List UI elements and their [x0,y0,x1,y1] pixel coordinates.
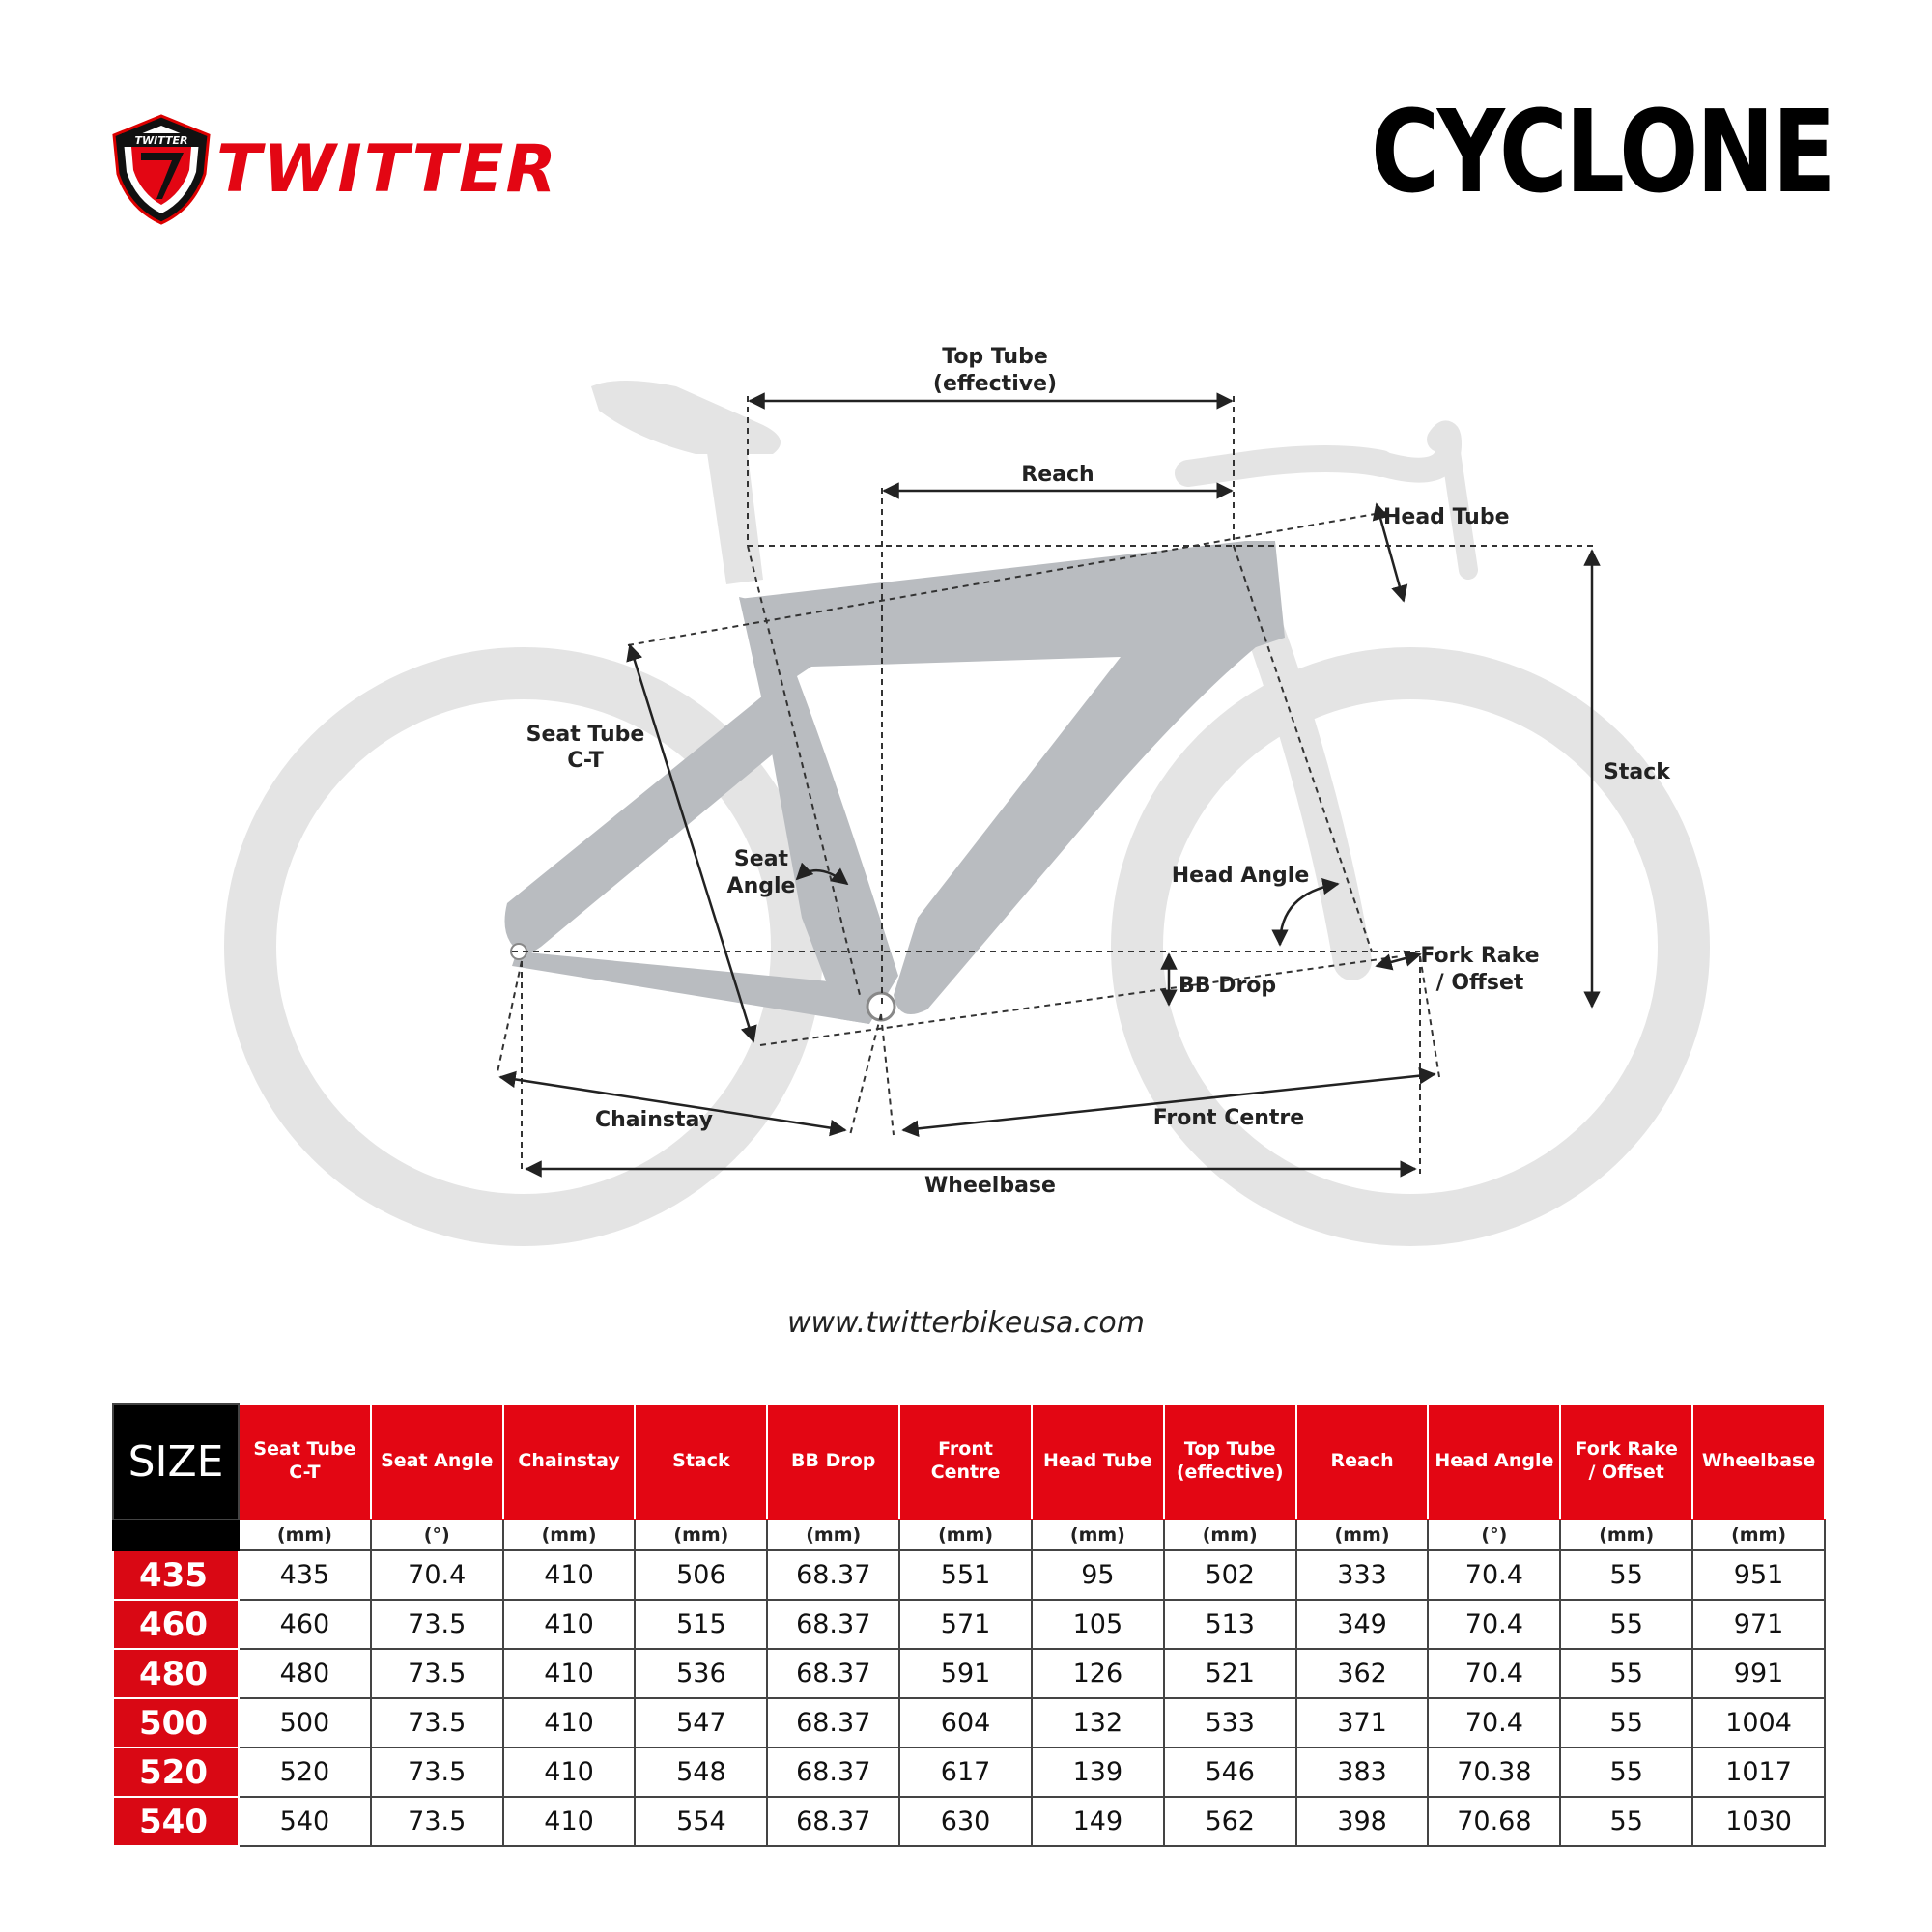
col-header-sub: / Offset [1588,1462,1664,1483]
col-header-line: Seat Angle [381,1450,494,1472]
table-cell: 460 [239,1600,371,1649]
saddle-ghost [591,381,781,584]
table-cell: 70.68 [1428,1797,1560,1846]
table-cell: 68.37 [767,1649,899,1698]
table-cell: 617 [899,1747,1032,1797]
table-cell: 991 [1692,1649,1825,1698]
label-head-tube: Head Tube [1383,505,1510,529]
table-cell: 70.4 [1428,1698,1560,1747]
col-header-line: Fork Rake [1575,1438,1678,1461]
model-title: CYCLONE [1371,85,1833,218]
table-cell: 480 [239,1649,371,1698]
table-cell: 571 [899,1600,1032,1649]
col-header-line: Chainstay [518,1450,620,1472]
table-cell: 547 [635,1698,767,1747]
table-cell: 383 [1296,1747,1429,1797]
col-header-line: Front Centre [930,1438,1001,1483]
table-row [113,1600,1825,1649]
col-header-top-tube [1164,1404,1296,1520]
col-header-reach [1296,1404,1429,1520]
table-cell: 126 [1032,1649,1164,1698]
table-cell: 515 [635,1600,767,1649]
label-fork-rake-sub: / Offset [1435,971,1524,995]
table-cell: 506 [635,1550,767,1600]
fork-rake-arrow [1377,954,1420,966]
table-cell: 548 [635,1747,767,1797]
unit-cell: (mm) [899,1520,1032,1550]
table-cell: 68.37 [767,1797,899,1846]
table-cell: 70.4 [1428,1649,1560,1698]
label-wheelbase: Wheelbase [924,1174,1056,1198]
table-cell: 591 [899,1649,1032,1698]
col-header-line: BB Drop [791,1450,876,1472]
table-cell: 70.4 [371,1550,503,1600]
size-cell: 435 [113,1550,239,1600]
table-row [113,1797,1825,1846]
table-cell: 55 [1560,1600,1692,1649]
table-cell: 68.37 [767,1550,899,1600]
label-bb-drop: BB Drop [1179,974,1277,998]
label-seat-angle: Seat [733,847,789,871]
table-cell: 546 [1164,1747,1296,1797]
unit-cell: (mm) [1560,1520,1692,1550]
col-header-front-centre [899,1404,1032,1520]
website-url: www.twitterbikeusa.com [786,1306,1146,1340]
unit-cell: (mm) [503,1520,636,1550]
table-cell: 70.38 [1428,1747,1560,1797]
unit-cell: (mm) [1164,1520,1296,1550]
table-cell: 73.5 [371,1649,503,1698]
table-cell: 333 [1296,1550,1429,1600]
unit-cell: (mm) [635,1520,767,1550]
table-cell: 70.4 [1428,1550,1560,1600]
table-cell: 604 [899,1698,1032,1747]
table-header-row [113,1404,1825,1520]
size-cell: 520 [113,1747,239,1797]
label-seat-angle-sub: Angle [726,874,796,898]
label-top-tube-sub: (effective) [932,372,1058,396]
table-cell: 68.37 [767,1698,899,1747]
brand-wordmark: TWITTER [216,131,558,208]
size-rows [113,1550,1825,1846]
table-cell: 371 [1296,1698,1429,1747]
table-cell: 951 [1692,1550,1825,1600]
table-cell: 68.37 [767,1600,899,1649]
table-cell: 410 [503,1797,636,1846]
table-cell: 1017 [1692,1747,1825,1797]
table-cell: 630 [899,1797,1032,1846]
size-cell: 460 [113,1600,239,1649]
table-cell: 551 [899,1550,1032,1600]
label-chainstay: Chainstay [595,1108,713,1132]
table-cell: 95 [1032,1550,1164,1600]
front-wheel [1137,673,1684,1220]
table-cell: 410 [503,1747,636,1797]
table-cell: 349 [1296,1600,1429,1649]
label-head-angle: Head Angle [1171,864,1310,888]
table-cell: 410 [503,1600,636,1649]
table-cell: 1004 [1692,1698,1825,1747]
label-seat-tube: Seat Tube [526,723,645,747]
unit-cell: (mm) [239,1520,371,1550]
table-cell: 410 [503,1649,636,1698]
size-cell: 480 [113,1649,239,1698]
badge-text: TWITTER [134,134,188,147]
unit-cell: (mm) [1692,1520,1825,1550]
unit-cell: (°) [1428,1520,1560,1550]
table-cell: 435 [239,1550,371,1600]
unit-cell: (mm) [767,1520,899,1550]
label-front-centre: Front Centre [1152,1106,1305,1130]
size-cell: 500 [113,1698,239,1747]
col-header-line: Head Tube [1043,1450,1152,1472]
col-header-head-angle [1428,1404,1560,1520]
label-top-tube: Top Tube [942,345,1048,369]
table-cell: 55 [1560,1698,1692,1747]
table-cell: 73.5 [371,1797,503,1846]
table-cell: 73.5 [371,1698,503,1747]
col-header-line: Reach [1330,1450,1394,1472]
col-header-line: Wheelbase [1701,1450,1816,1472]
table-cell: 500 [239,1698,371,1747]
table-cell: 68.37 [767,1747,899,1797]
unit-cell: (°) [371,1520,503,1550]
table-cell: 70.4 [1428,1600,1560,1649]
table-cell: 521 [1164,1649,1296,1698]
table-cell: 139 [1032,1747,1164,1797]
col-header-stack [635,1404,767,1520]
table-cell: 533 [1164,1698,1296,1747]
table-cell: 362 [1296,1649,1429,1698]
table-cell: 554 [635,1797,767,1846]
table-cell: 132 [1032,1698,1164,1747]
table-row [113,1649,1825,1698]
label-reach: Reach [1021,463,1094,487]
table-cell: 55 [1560,1747,1692,1797]
table-cell: 149 [1032,1797,1164,1846]
table-cell: 55 [1560,1797,1692,1846]
col-header-line: Stack [672,1450,730,1472]
label-fork-rake: Fork Rake [1420,944,1540,968]
table-cell: 562 [1164,1797,1296,1846]
table-cell: 536 [635,1649,767,1698]
col-header-sub: (effective) [1176,1462,1284,1483]
table-row [113,1550,1825,1600]
size-cell: 540 [113,1797,239,1846]
table-cell: 410 [503,1698,636,1747]
units-row [113,1520,1825,1550]
col-header-line: Top Tube [1183,1438,1276,1461]
table-cell: 55 [1560,1649,1692,1698]
table-cell: 1030 [1692,1797,1825,1846]
size-header: SIZE [113,1404,239,1520]
table-row [113,1747,1825,1797]
geometry-table [112,1403,1826,1847]
table-cell: 73.5 [371,1747,503,1797]
col-header-sub: C-T [289,1462,321,1483]
col-header-seat-angle [371,1404,503,1520]
col-header-head-tube [1032,1404,1164,1520]
table-cell: 513 [1164,1600,1296,1649]
table-cell: 540 [239,1797,371,1846]
label-stack: Stack [1604,760,1670,784]
col-header-line: Head Angle [1435,1450,1554,1472]
table-cell: 520 [239,1747,371,1797]
table-cell: 971 [1692,1600,1825,1649]
col-header-wheelbase [1692,1404,1825,1520]
label-seat-tube-sub: C-T [567,749,604,773]
col-header-line: Seat Tube [253,1438,356,1461]
table-cell: 502 [1164,1550,1296,1600]
table-cell: 105 [1032,1600,1164,1649]
table-cell: 398 [1296,1797,1429,1846]
table-row [113,1698,1825,1747]
col-header-bb-drop [767,1404,899,1520]
col-header-seat-tube [239,1404,371,1520]
table-cell: 410 [503,1550,636,1600]
unit-cell: (mm) [1032,1520,1164,1550]
units-blank-cell [113,1520,239,1550]
table-cell: 73.5 [371,1600,503,1649]
col-header-chainstay [503,1404,636,1520]
unit-cell: (mm) [1296,1520,1429,1550]
col-header-fork-rake [1560,1404,1692,1520]
table-cell: 55 [1560,1550,1692,1600]
